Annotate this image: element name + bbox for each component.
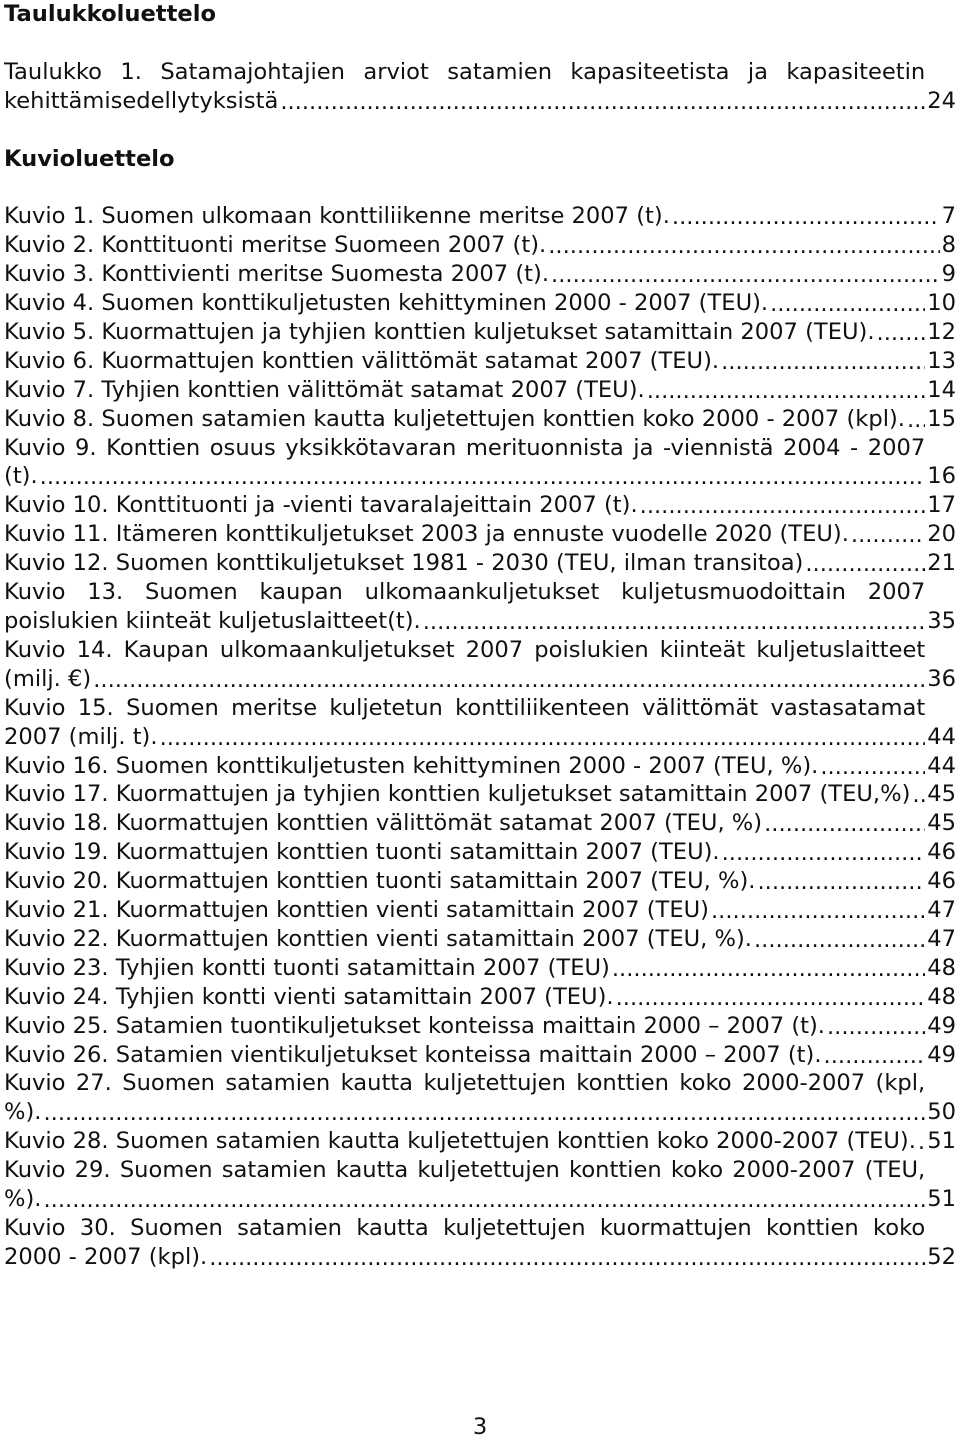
figure-entry-page-number: 9 xyxy=(941,261,956,288)
figure-entry-title: Kuormattujen konttien tuonti satamittain 2007 (TEU, %). xyxy=(115,868,756,895)
figure-entry[interactable] xyxy=(4,694,956,752)
figure-entry[interactable] xyxy=(4,434,956,492)
figure-entry-label: Kuvio 10. xyxy=(4,492,109,519)
figure-entry-title: Suomen kaupan ulkomaankuljetukset kuljetusmuodoittain 2007 poislukien kiinteät kuljetuslaitteet(t). xyxy=(4,579,926,634)
figure-entry-page-number: 49 xyxy=(927,1041,956,1068)
figure-entry[interactable] xyxy=(4,1012,956,1041)
figure-entry-text xyxy=(4,694,925,752)
figure-entry-title: Suomen satamien kautta kuljetettujen kuormattujen konttien koko 2000 - 2007 (kpl). xyxy=(4,1215,926,1270)
figure-entry[interactable] xyxy=(4,231,956,260)
figure-entry-title: Kaupan ulkomaankuljetukset 2007 poislukien kiinteät kuljetuslaitteet (milj. €) xyxy=(4,636,926,692)
figure-entry-text xyxy=(4,1156,925,1214)
figure-entry[interactable] xyxy=(4,520,956,549)
figure-entry-title: Suomen satamien kautta kuljetettujen konttien koko 2000-2007 (TEU). xyxy=(115,1128,916,1155)
figure-entry-text xyxy=(4,954,925,983)
figure-entry-label: Kuvio 11. xyxy=(4,521,109,548)
page-number: 3 xyxy=(472,1414,488,1440)
figure-entry-label: Kuvio 23. xyxy=(4,954,109,981)
figure-entry[interactable] xyxy=(4,1156,956,1214)
figure-entry-label: Kuvio 5. xyxy=(4,318,95,345)
figure-entry-label: Kuvio 20. xyxy=(4,868,109,895)
figure-entry-title: Konttien osuus yksikkötavaran merituonnista ja -viennistä 2004 - 2007 (t). xyxy=(4,434,926,490)
figure-entry-page-number: 14 xyxy=(927,376,956,403)
figure-entry-title: Suomen satamien kautta kuljetettujen konttien koko 2000-2007 (TEU, %). xyxy=(4,1157,926,1213)
figure-entry-title: Kuormattujen konttien välittömät satamat 2007 (TEU). xyxy=(101,347,720,374)
figure-entry-label: Kuvio 6. xyxy=(4,347,95,374)
figure-entry-page-number: 52 xyxy=(927,1243,956,1270)
figure-entry-label: Kuvio 18. xyxy=(4,810,109,837)
figure-entry[interactable] xyxy=(4,954,956,983)
figure-entry-page-number: 21 xyxy=(927,550,956,577)
figure-entry[interactable] xyxy=(4,809,956,838)
figure-entry-page-number: 46 xyxy=(927,868,956,895)
figure-entry-page-number: 44 xyxy=(927,752,956,779)
figure-entry[interactable] xyxy=(4,1214,956,1272)
figure-entry-text xyxy=(4,896,925,925)
figure-entry-title: Suomen konttikuljetukset 1981 - 2030 (TEU, ilman transitoa) xyxy=(115,550,804,577)
figure-entry[interactable] xyxy=(4,289,956,318)
figure-entry[interactable] xyxy=(4,491,956,520)
figures-list xyxy=(4,202,956,1272)
figure-entry-text xyxy=(4,405,925,434)
figure-entry[interactable] xyxy=(4,1127,956,1156)
figure-entry[interactable] xyxy=(4,896,956,925)
figure-entry-text xyxy=(4,434,925,492)
figure-entry-text xyxy=(4,260,940,289)
figure-entry-page-number: 36 xyxy=(927,665,956,692)
figure-entry-label: Kuvio 9. xyxy=(4,434,97,461)
figure-entry-page-number: 44 xyxy=(927,723,956,750)
figure-entry[interactable] xyxy=(4,752,956,781)
figure-entry-page-number: 49 xyxy=(927,1012,956,1039)
figure-entry-title: Suomen konttikuljetusten kehittyminen 2000 - 2007 (TEU, %). xyxy=(115,752,819,779)
figure-entry-text xyxy=(4,347,925,376)
figure-entry-label: Kuvio 17. xyxy=(4,781,109,808)
figure-entry-text xyxy=(4,809,925,838)
figure-entry-title: Kuormattujen konttien vienti satamittain 2007 (TEU) xyxy=(115,897,709,924)
figure-entry-text xyxy=(4,318,925,347)
figure-entry-text xyxy=(4,491,925,520)
figure-entry-title: Satamien tuontikuljetukset konteissa maittain 2000 – 2007 (t). xyxy=(115,1012,825,1039)
figure-entry-label: Kuvio 26. xyxy=(4,1041,109,1068)
tables-heading: Taulukkoluettelo xyxy=(4,1,216,27)
figure-entry-title: Konttivienti meritse Suomesta 2007 (t). xyxy=(101,261,550,288)
figure-entry-label: Kuvio 27. xyxy=(4,1070,112,1097)
figure-entry-label: Kuvio 28. xyxy=(4,1128,109,1155)
figure-entry-text xyxy=(4,983,925,1012)
table-entry-label: Taulukko 1. xyxy=(4,58,142,85)
figure-entry-title: Satamien vientikuljetukset konteissa maittain 2000 – 2007 (t). xyxy=(115,1041,822,1068)
figure-entry-page-number: 51 xyxy=(927,1186,956,1213)
figure-entry-title: Suomen ulkomaan konttiliikenne meritse 2007 (t). xyxy=(101,203,670,230)
figure-entry-label: Kuvio 12. xyxy=(4,550,109,577)
figure-entry[interactable] xyxy=(4,1041,956,1070)
figure-entry[interactable] xyxy=(4,549,956,578)
figure-entry[interactable] xyxy=(4,202,956,231)
figure-entry-label: Kuvio 7. xyxy=(4,376,95,403)
figure-entry-text xyxy=(4,838,925,867)
figure-entry[interactable] xyxy=(4,260,956,289)
figure-entry-text xyxy=(4,1127,925,1156)
figure-entry-title: Kuormattujen konttien välittömät satamat 2007 (TEU, %) xyxy=(115,810,763,837)
figure-entry-text xyxy=(4,925,925,954)
figure-entry[interactable] xyxy=(4,318,956,347)
figure-entry[interactable] xyxy=(4,636,956,694)
figure-entry-title: Tyhjien kontti tuonti satamittain 2007 (TEU) xyxy=(115,954,610,981)
figure-entry-text xyxy=(4,202,940,231)
figure-entry-page-number: 45 xyxy=(927,781,956,808)
figure-entry-label: Kuvio 4. xyxy=(4,290,95,317)
table-entry[interactable] xyxy=(4,58,956,116)
figure-entry-label: Kuvio 15. xyxy=(4,694,114,721)
figure-entry-title: Tyhjien kontti vienti satamittain 2007 (TEU). xyxy=(115,983,614,1010)
figure-entry-page-number: 12 xyxy=(927,318,956,345)
figure-entry-text xyxy=(4,289,925,318)
figure-entry-label: Kuvio 25. xyxy=(4,1012,109,1039)
figure-entry-page-number: 48 xyxy=(927,983,956,1010)
figure-entry-text xyxy=(4,1069,925,1127)
figure-entry-text xyxy=(4,752,925,781)
figure-entry[interactable] xyxy=(4,780,956,809)
figure-entry-label: Kuvio 22. xyxy=(4,925,109,952)
figure-entry-label: Kuvio 30. xyxy=(4,1215,116,1242)
figure-entry[interactable] xyxy=(4,405,956,434)
figure-entry-page-number: 45 xyxy=(927,810,956,837)
figure-entry-page-number: 35 xyxy=(927,607,956,634)
figure-entry-label: Kuvio 8. xyxy=(4,405,95,432)
table-entry-title: Satamajohtajien arviot satamien kapasiteetista ja kapasiteetin kehittämisedellytyksistä xyxy=(4,58,926,114)
figure-entry-title: Kuormattujen ja tyhjien konttien kuljetukset satamittain 2007 (TEU,%) xyxy=(115,781,911,808)
tables-list xyxy=(4,58,956,116)
figure-entry-title: Suomen satamien kautta kuljetettujen konttien koko 2000 - 2007 (kpl). xyxy=(101,405,905,432)
figure-entry-page-number: 48 xyxy=(927,954,956,981)
figure-entry-page-number: 7 xyxy=(941,203,956,230)
figure-entry-title: Kuormattujen konttien tuonti satamittain 2007 (TEU). xyxy=(115,839,720,866)
document-page xyxy=(4,0,956,1272)
figure-entry-label: Kuvio 24. xyxy=(4,983,109,1010)
figure-entry-page-number: 10 xyxy=(927,290,956,317)
figure-entry-title: Kuormattujen konttien vienti satamittain 2007 (TEU, %). xyxy=(115,925,752,952)
figure-entry[interactable] xyxy=(4,1069,956,1127)
figure-entry[interactable] xyxy=(4,838,956,867)
figure-entry-title: Konttituonti ja -vienti tavaralajeittain 2007 (t). xyxy=(115,492,638,519)
figure-entry-label: Kuvio 1. xyxy=(4,203,95,230)
figure-entry-title: Suomen konttikuljetusten kehittyminen 2000 - 2007 (TEU). xyxy=(101,290,769,317)
figure-entry-title: Tyhjien konttien välittömät satamat 2007 (TEU). xyxy=(101,376,645,403)
figure-entry-page-number: 51 xyxy=(927,1128,956,1155)
figure-entry-label: Kuvio 19. xyxy=(4,839,109,866)
figure-entry-title: Kuormattujen ja tyhjien konttien kuljetukset satamittain 2007 (TEU). xyxy=(101,318,875,345)
figure-entry-label: Kuvio 29. xyxy=(4,1157,111,1184)
figure-entry[interactable] xyxy=(4,925,956,954)
figure-entry[interactable] xyxy=(4,347,956,376)
figure-entry-page-number: 17 xyxy=(927,492,956,519)
figure-entry-label: Kuvio 14. xyxy=(4,636,113,663)
figure-entry-label: Kuvio 21. xyxy=(4,897,109,924)
figure-entry-page-number: 46 xyxy=(927,839,956,866)
figure-entry-label: Kuvio 3. xyxy=(4,261,95,288)
figure-entry-text xyxy=(4,376,925,405)
figure-entry-text xyxy=(4,231,940,260)
figure-entry-title: Suomen satamien kautta kuljetettujen konttien koko 2000-2007 (kpl, %). xyxy=(4,1070,926,1126)
figure-entry-page-number: 50 xyxy=(927,1099,956,1126)
figure-entry-page-number: 16 xyxy=(927,463,956,490)
figure-entry-title: Suomen meritse kuljetetun konttiliikenteen välittömät vastasatamat 2007 (milj. t). xyxy=(4,694,926,750)
figure-entry-text xyxy=(4,780,925,809)
figure-entry[interactable] xyxy=(4,578,956,636)
figure-entry-text xyxy=(4,578,925,636)
figure-entry-page-number: 15 xyxy=(927,405,956,432)
figures-heading: Kuvioluettelo xyxy=(4,145,175,172)
figure-entry[interactable] xyxy=(4,867,956,896)
figure-entry-page-number: 47 xyxy=(927,897,956,924)
figure-entry-text xyxy=(4,1041,925,1070)
figure-entry-title: Itämeren konttikuljetukset 2003 ja ennuste vuodelle 2020 (TEU). xyxy=(115,521,849,548)
figure-entry-text xyxy=(4,636,925,694)
figure-entry[interactable] xyxy=(4,983,956,1012)
figure-entry-label: Kuvio 16. xyxy=(4,752,109,779)
figure-entry-text xyxy=(4,867,925,896)
figure-entry-text xyxy=(4,1012,925,1041)
figure-entry-text xyxy=(4,520,925,549)
figure-entry-text xyxy=(4,549,925,578)
figure-entry-page-number: 47 xyxy=(927,925,956,952)
figure-entry-label: Kuvio 13. xyxy=(4,579,124,606)
figure-entry-text xyxy=(4,1214,925,1272)
figure-entry-page-number: 20 xyxy=(927,521,956,548)
table-entry-text xyxy=(4,58,925,116)
figure-entry-title: Konttituonti meritse Suomeen 2007 (t). xyxy=(101,232,547,259)
figure-entry-page-number: 13 xyxy=(927,347,956,374)
figure-entry-page-number: 8 xyxy=(941,232,956,259)
figure-entry-label: Kuvio 2. xyxy=(4,232,95,259)
table-entry-page-number: 24 xyxy=(927,87,956,114)
figure-entry[interactable] xyxy=(4,376,956,405)
